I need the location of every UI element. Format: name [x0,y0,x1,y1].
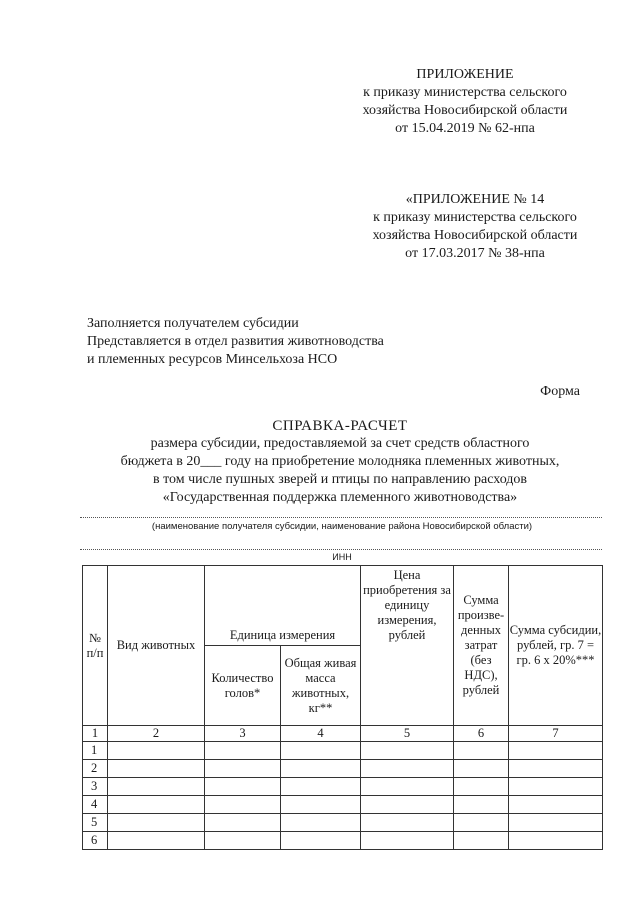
cell-subsidy[interactable] [509,814,603,832]
table-row [83,778,603,796]
cell-subsidy[interactable] [509,778,603,796]
cell-subsidy[interactable] [509,760,603,778]
cell-price[interactable] [361,760,454,778]
fill-line: Представляется в отдел развития животноводства [87,334,384,349]
row-number: 6 [83,832,108,850]
header-heads: Количество голов* [205,646,281,726]
cell-heads[interactable] [205,796,281,814]
inn-line [80,549,602,550]
header-num: № п/п [83,566,108,726]
inn-label: ИНН [332,552,352,562]
column-number: 4 [281,726,361,742]
header-costs: Сумма произве-денных затрат (без НДС), рублей [454,566,509,726]
appendix-line: хозяйства Новосибирской области [362,103,568,118]
header-weight: Общая живая масса животных, кг** [281,646,361,726]
header-subsidy: Сумма субсидии, рублей, гр. 7 = гр. 6 х 20%*** [509,566,603,726]
appendix-title: ПРИЛОЖЕНИЕ [416,67,514,82]
cell-heads[interactable] [205,814,281,832]
row-number: 3 [83,778,108,796]
cell-costs[interactable] [454,760,509,778]
cell-heads[interactable] [205,760,281,778]
cell-animal-type[interactable] [108,760,205,778]
cell-animal-type[interactable] [108,742,205,760]
cell-price[interactable] [361,778,454,796]
cell-costs[interactable] [454,796,509,814]
column-number: 2 [108,726,205,742]
cell-heads[interactable] [205,778,281,796]
title-main: СПРАВКА-РАСЧЕТ [272,418,408,434]
cell-price[interactable] [361,796,454,814]
title-line: бюджета в 20___ году на приобретение молодняка племенных животных, [120,454,560,469]
cell-subsidy[interactable] [509,832,603,850]
column-number: 5 [361,726,454,742]
column-number: 7 [509,726,603,742]
row-number: 5 [83,814,108,832]
cell-weight[interactable] [281,760,361,778]
cell-heads[interactable] [205,742,281,760]
appendix-14-line: к приказу министерства сельского [373,210,577,225]
row-number: 2 [83,760,108,778]
appendix-14-title: «ПРИЛОЖЕНИЕ № 14 [405,192,545,207]
cell-weight[interactable] [281,778,361,796]
cell-heads[interactable] [205,832,281,850]
cell-price[interactable] [361,832,454,850]
appendix-date: от 15.04.2019 № 62-нпа [395,121,535,136]
table-row [83,814,603,832]
column-number: 6 [454,726,509,742]
fill-line: Заполняется получателем субсидии [87,316,299,331]
cell-weight[interactable] [281,832,361,850]
cell-animal-type[interactable] [108,778,205,796]
cell-weight[interactable] [281,742,361,760]
cell-costs[interactable] [454,778,509,796]
row-number: 4 [83,796,108,814]
cell-costs[interactable] [454,814,509,832]
header-unit: Единица измерения [205,566,361,646]
cell-animal-type[interactable] [108,796,205,814]
recipient-line [80,517,602,518]
table-header-row [83,566,603,646]
table-row [83,832,603,850]
title-line: в том числе пушных зверей и птицы по направлению расходов [152,472,528,487]
cell-costs[interactable] [454,832,509,850]
title-line: размера субсидии, предоставляемой за счет средств областного [150,436,530,451]
table-row [83,796,603,814]
row-number: 1 [83,742,108,760]
cell-price[interactable] [361,742,454,760]
cell-animal-type[interactable] [108,832,205,850]
form-label: Форма [540,384,580,399]
cell-price[interactable] [361,814,454,832]
cell-costs[interactable] [454,742,509,760]
cell-subsidy[interactable] [509,796,603,814]
appendix-14-line: хозяйства Новосибирской области [372,228,578,243]
table-row [83,742,603,760]
recipient-note: (наименование получателя субсидии, наименование района Новосибирской области) [151,521,533,532]
title-line: «Государственная поддержка племенного животноводства» [162,490,518,505]
column-number: 1 [83,726,108,742]
column-numbers-row [83,726,603,742]
fill-line: и племенных ресурсов Минсельхоза НСО [87,352,338,367]
cell-weight[interactable] [281,814,361,832]
appendix-14-header [330,191,620,263]
appendix-header [330,66,600,138]
cell-subsidy[interactable] [509,742,603,760]
appendix-line: к приказу министерства сельского [363,85,567,100]
document-title [80,417,600,507]
table-row [83,760,603,778]
cell-weight[interactable] [281,796,361,814]
appendix-14-date: от 17.03.2017 № 38-нпа [405,246,545,261]
header-price: Цена приобретения за единицу измерения, рублей [361,566,454,726]
cell-animal-type[interactable] [108,814,205,832]
column-number: 3 [205,726,281,742]
calculation-table [82,565,603,850]
fill-instructions [87,315,447,369]
header-animal-type: Вид животных [108,566,205,726]
